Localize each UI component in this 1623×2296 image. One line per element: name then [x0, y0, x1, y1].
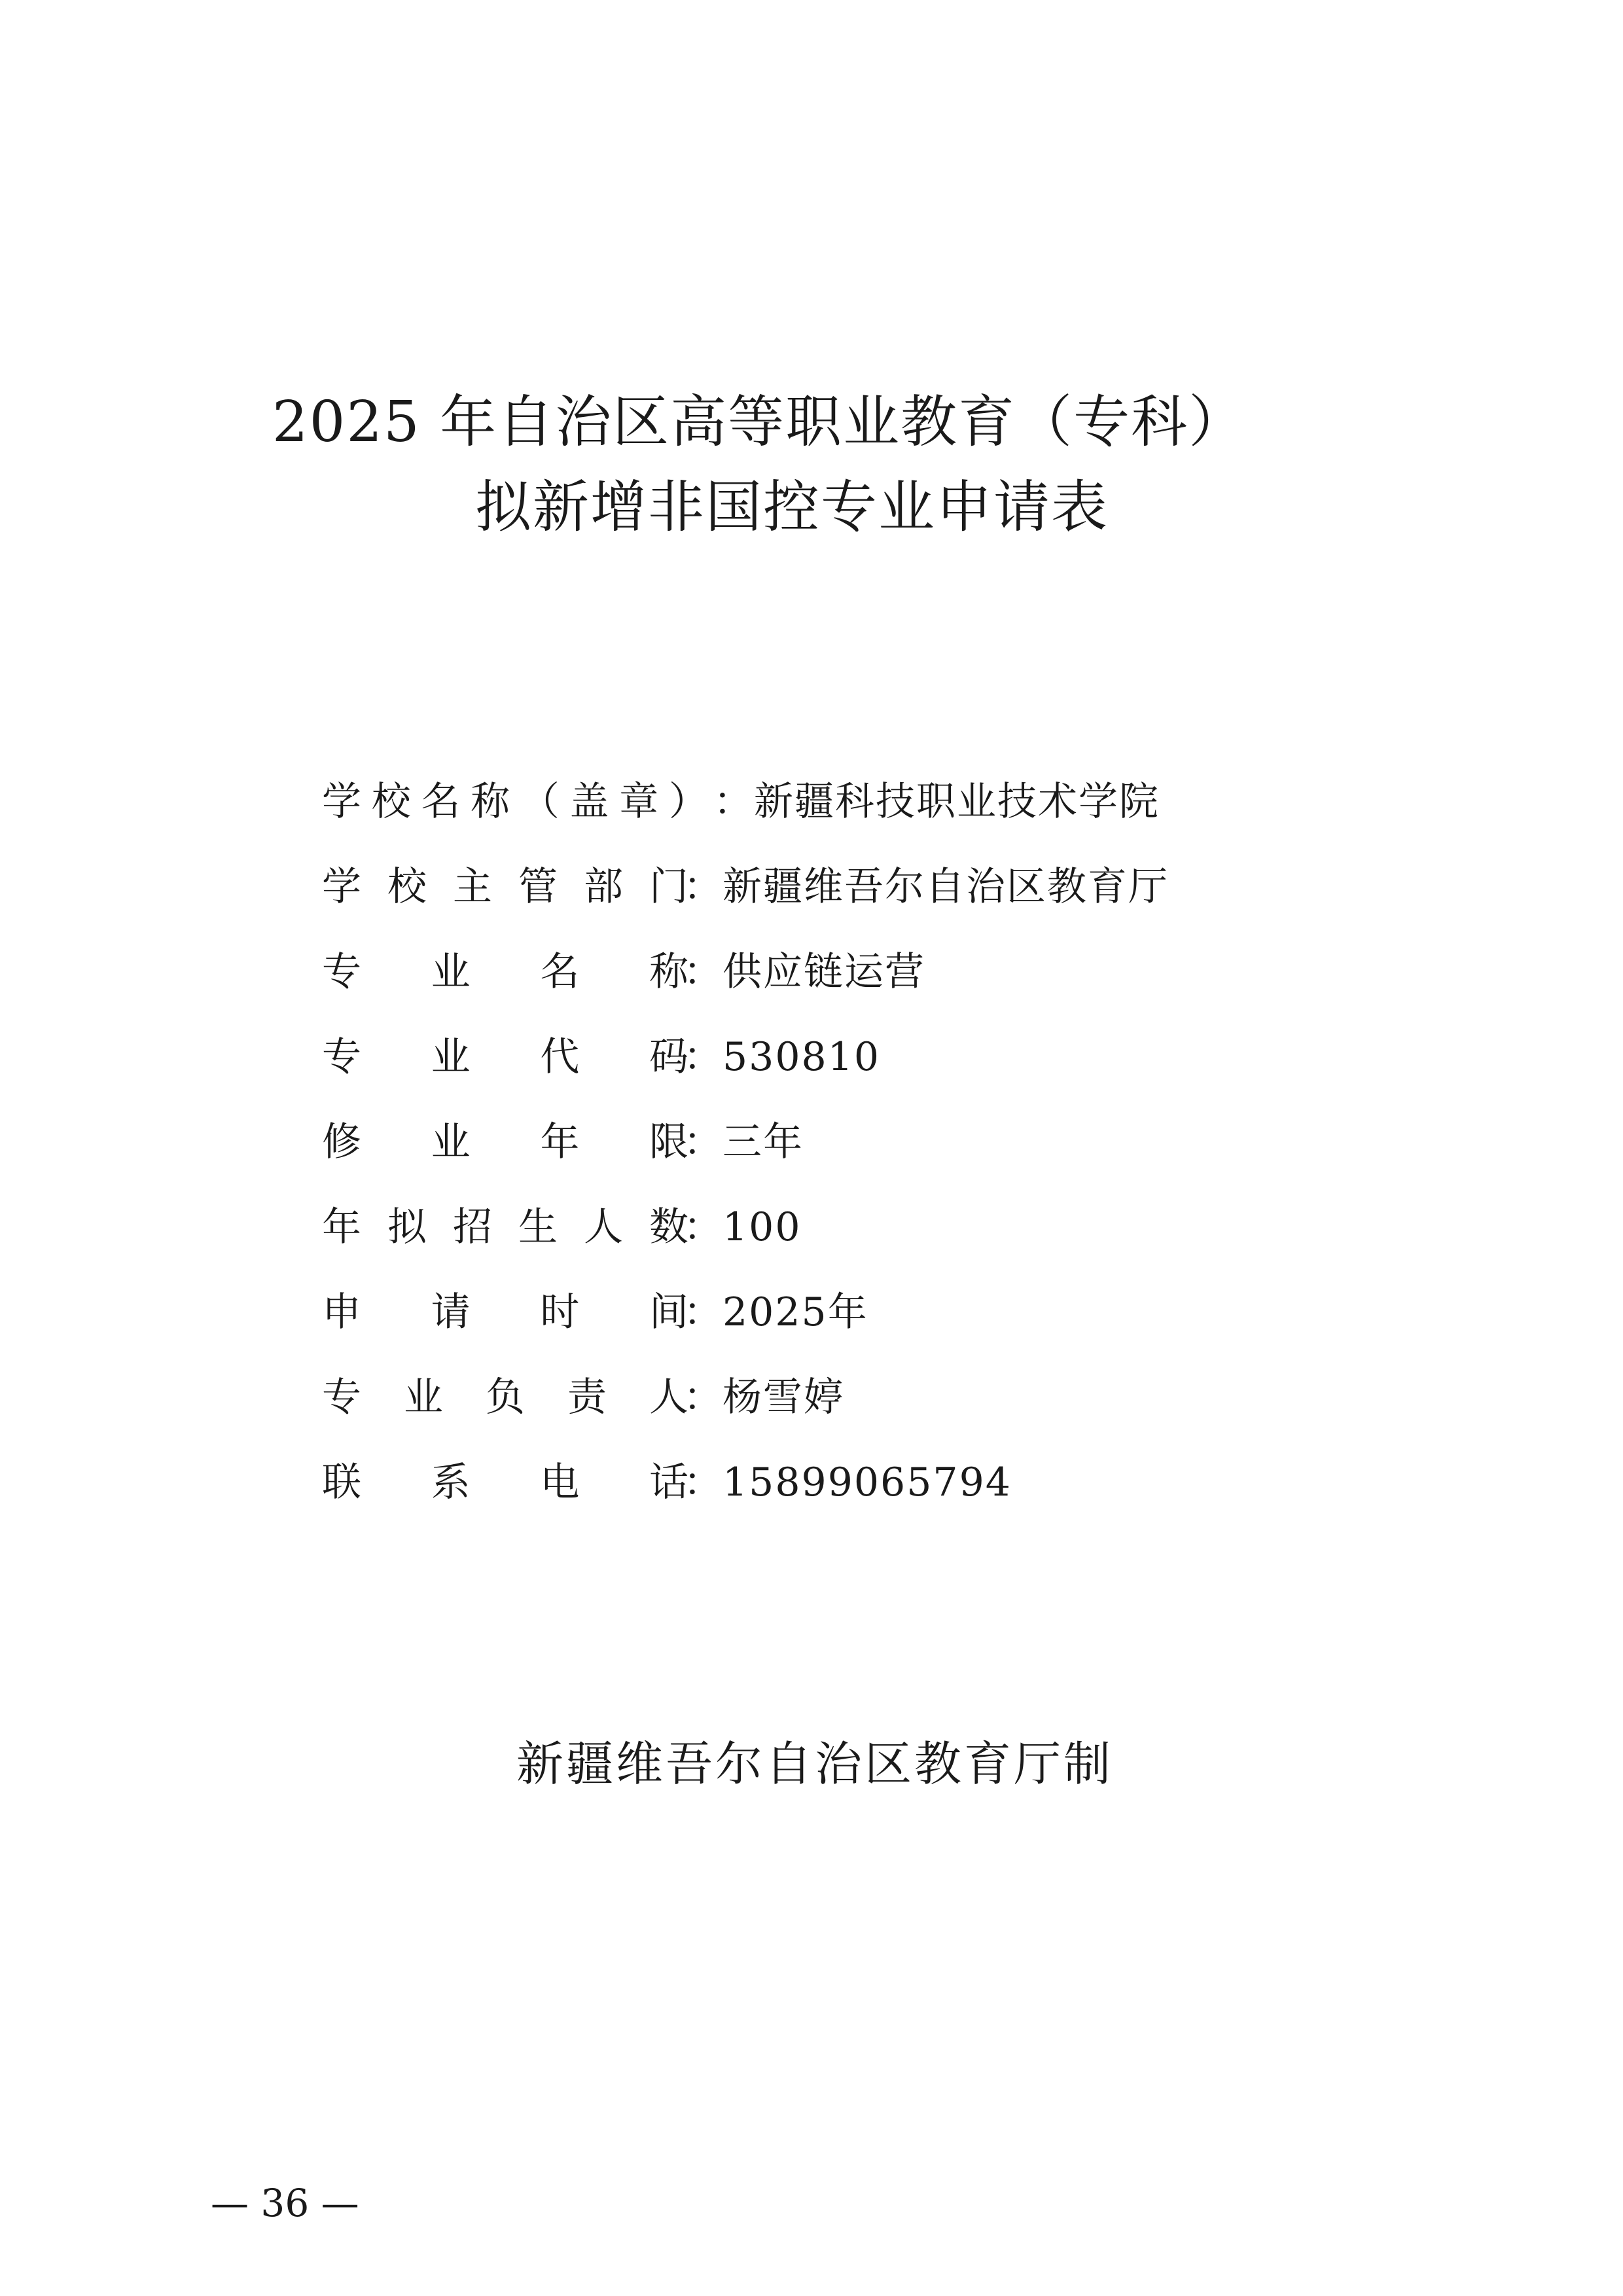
field-label: 专 业 负 责 人	[322, 1374, 688, 1420]
field-label: 年 拟 招 生 人 数	[322, 1204, 688, 1250]
page-number: — 36 —	[211, 2181, 359, 2225]
field-value: 供应链运营	[722, 949, 925, 995]
field-annual-enrollment	[322, 1185, 1369, 1270]
field-colon: ：	[683, 864, 722, 910]
field-colon: ：	[683, 1374, 722, 1420]
field-colon: ：	[683, 1289, 722, 1335]
field-value: 2025年	[722, 1289, 868, 1335]
field-value: 530810	[722, 1034, 881, 1080]
field-major-name	[322, 929, 1369, 1014]
issuer-line	[0, 1728, 1623, 1800]
field-label: 专 业 名 称	[322, 949, 688, 995]
field-major-director	[322, 1355, 1369, 1440]
field-colon: ：	[683, 949, 722, 995]
field-colon: ：	[713, 779, 753, 825]
field-label: 修 业 年 限	[322, 1119, 688, 1165]
field-colon: ：	[683, 1119, 722, 1165]
field-school-name	[322, 759, 1369, 844]
field-major-code	[322, 1014, 1369, 1100]
field-label: 联 系 电 话	[322, 1460, 688, 1505]
issuer-text: 新疆维吾尔自治区教育厅制	[516, 1736, 1113, 1791]
field-label: 申 请 时 间	[322, 1289, 688, 1335]
field-colon: ：	[683, 1034, 722, 1080]
field-value: 新疆科技职业技术学院	[754, 779, 1160, 825]
field-label: 学 校 主 管 部 门	[322, 864, 688, 910]
field-value: 15899065794	[722, 1460, 1012, 1505]
application-fields	[322, 759, 1369, 1525]
field-application-date	[322, 1270, 1369, 1355]
field-colon: ：	[683, 1204, 722, 1250]
field-colon: ：	[683, 1460, 722, 1505]
field-label: 专 业 代 码	[322, 1034, 688, 1080]
title-line-1: 2025 年自治区高等职业教育（专科）	[272, 389, 1247, 455]
field-contact-phone	[322, 1440, 1369, 1525]
field-study-duration	[322, 1100, 1369, 1185]
field-value: 100	[722, 1204, 802, 1250]
field-value: 三年	[722, 1119, 804, 1165]
field-value: 杨雪婷	[722, 1374, 844, 1420]
document-title	[0, 380, 1623, 550]
field-label: 学 校 名 称 （ 盖 章 ）	[322, 779, 708, 825]
field-value: 新疆维吾尔自治区教育厅	[722, 864, 1169, 910]
title-line-2: 拟新增非国控专业申请表	[475, 475, 1109, 540]
field-supervising-department	[322, 844, 1369, 929]
